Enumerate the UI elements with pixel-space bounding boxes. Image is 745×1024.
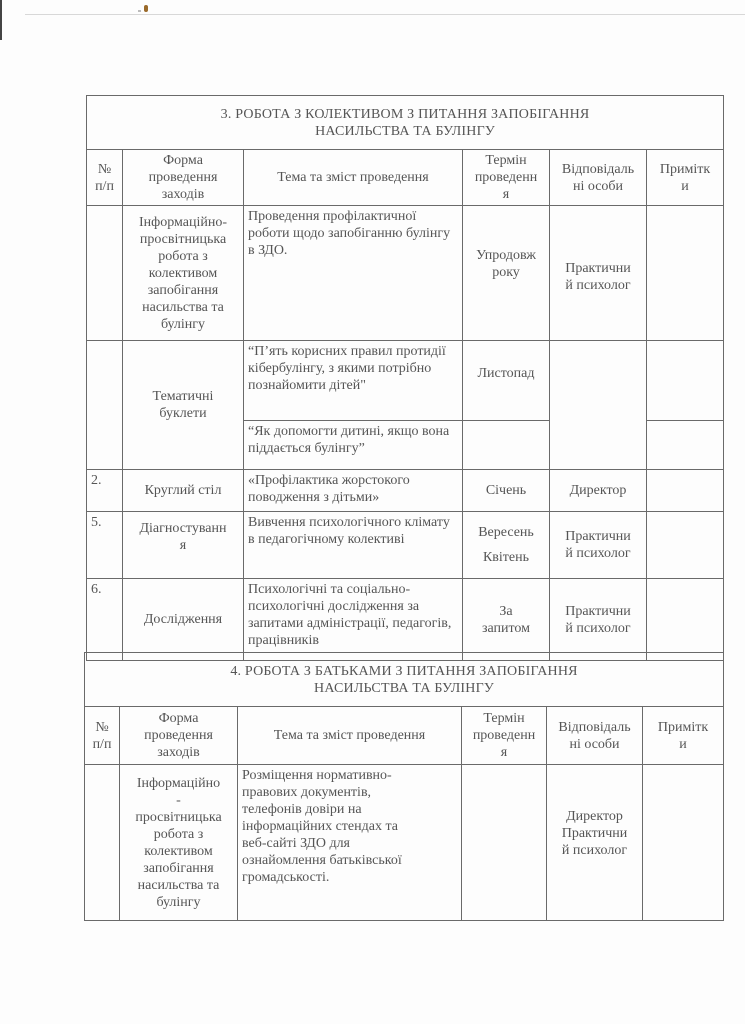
table-header-row bbox=[87, 150, 724, 206]
row-notes bbox=[647, 341, 724, 421]
row-term: За запитом bbox=[463, 579, 550, 661]
header-topic: Тема та зміст проведення bbox=[238, 707, 462, 765]
header-num: № п/п bbox=[85, 707, 120, 765]
scan-speck bbox=[144, 5, 148, 12]
table-row bbox=[87, 579, 724, 661]
row-num: 6. bbox=[87, 579, 123, 661]
row-form: Дослідження bbox=[123, 579, 244, 661]
section3-table bbox=[86, 95, 724, 661]
scan-speck bbox=[138, 10, 141, 12]
row-term: Упродовж року bbox=[463, 206, 550, 341]
row-responsible: Директор Практични й психолог bbox=[547, 765, 643, 921]
row-topic: “Як допомогти дитині, якщо вона піддається булінгу” bbox=[244, 421, 463, 470]
section4-table bbox=[84, 652, 724, 921]
row-responsible: Практични й психолог bbox=[550, 206, 647, 341]
header-topic: Тема та зміст проведення bbox=[244, 150, 463, 206]
table-row bbox=[87, 206, 724, 341]
row-term: Вересень Квітень bbox=[463, 512, 550, 579]
row-term bbox=[462, 765, 547, 921]
row-topic: Психологічні та соціально-психологічні дослідження за запитами адміністрації, педагогів, працівників bbox=[244, 579, 463, 661]
table-row bbox=[85, 765, 724, 921]
row-responsible: Практични й психолог bbox=[550, 512, 647, 579]
header-responsible: Відповідаль ні особи bbox=[547, 707, 643, 765]
row-responsible: Практични й психолог bbox=[550, 579, 647, 661]
table-row bbox=[87, 512, 724, 579]
header-form: Форма проведення заходів bbox=[120, 707, 238, 765]
row-notes bbox=[643, 765, 724, 921]
table-row bbox=[87, 470, 724, 512]
section-title-line: 3. РОБОТА З КОЛЕКТИВОМ З ПИТАННЯ ЗАПОБІГАННЯ bbox=[220, 106, 590, 122]
row-notes bbox=[647, 206, 724, 341]
table-header-row bbox=[85, 707, 724, 765]
row-form: Круглий стіл bbox=[123, 470, 244, 512]
row-topic: Вивчення психологічного клімату в педагогічному колективі bbox=[244, 512, 463, 579]
row-num bbox=[85, 765, 120, 921]
header-responsible: Відповідаль ні особи bbox=[550, 150, 647, 206]
section-title-line: 4. РОБОТА З БАТЬКАМИ З ПИТАННЯ ЗАПОБІГАННЯ bbox=[230, 663, 578, 679]
header-notes: Примітк и bbox=[647, 150, 724, 206]
row-topic: «Профілактика жорстокого поводження з дітьми» bbox=[244, 470, 463, 512]
row-topic: Проведення профілактичної роботи щодо запобіганню булінгу в ЗДО. bbox=[244, 206, 463, 341]
row-term: Січень bbox=[463, 470, 550, 512]
row-term: Листопад bbox=[463, 341, 550, 421]
header-num: № п/п bbox=[87, 150, 123, 206]
section4-title bbox=[85, 653, 724, 707]
row-term bbox=[463, 421, 550, 470]
row-topic: “П’ять корисних правил протидії кібербулінгу, з якими потрібно познайомити дітей" bbox=[244, 341, 463, 421]
row-form: Тематичні буклети bbox=[123, 341, 244, 470]
row-notes bbox=[647, 512, 724, 579]
row-form: Інформаційно- просвітницька робота з колективом запобігання насильства та булінгу bbox=[123, 206, 244, 341]
row-num: 2. bbox=[87, 470, 123, 512]
scan-line bbox=[25, 14, 745, 15]
header-notes: Примітк и bbox=[643, 707, 724, 765]
row-notes bbox=[647, 579, 724, 661]
row-num: 5. bbox=[87, 512, 123, 579]
row-num bbox=[87, 341, 123, 470]
header-term: Термін проведенн я bbox=[463, 150, 550, 206]
scan-edge bbox=[0, 0, 2, 40]
section3-title bbox=[87, 96, 724, 150]
row-num bbox=[87, 206, 123, 341]
header-term: Термін проведенн я bbox=[462, 707, 547, 765]
row-notes bbox=[647, 421, 724, 470]
row-notes bbox=[647, 470, 724, 512]
row-responsible bbox=[550, 341, 647, 470]
row-form: Інформаційно - просвітницька робота з колективом запобігання насильства та булінгу bbox=[120, 765, 238, 921]
row-responsible: Директор bbox=[550, 470, 647, 512]
row-form: Діагностуванн я bbox=[123, 512, 244, 579]
row-topic: Розміщення нормативно- правових документів, телефонів довіри на інформаційних стендах та веб-сайті ЗДО для ознайомлення батьківської громадськості. bbox=[238, 765, 462, 921]
section-title-line: НАСИЛЬСТВА ТА БУЛІНГУ bbox=[314, 680, 494, 696]
section-title-line: НАСИЛЬСТВА ТА БУЛІНГУ bbox=[315, 123, 495, 139]
table-row bbox=[87, 341, 724, 421]
header-form: Форма проведення заходів bbox=[123, 150, 244, 206]
